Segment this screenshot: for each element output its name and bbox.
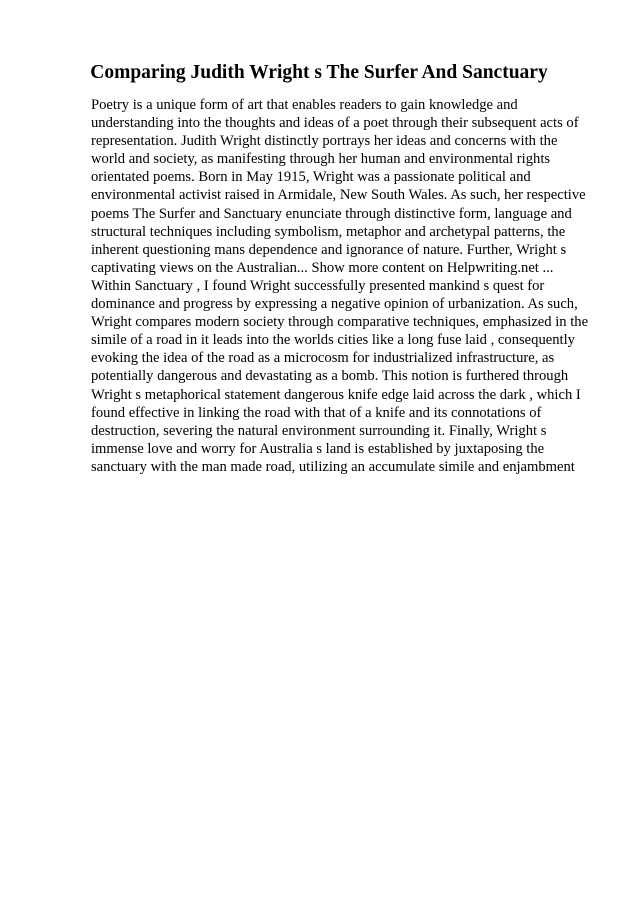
body-line: Poetry is a unique form of art that enables readers to gain knowledge and xyxy=(91,97,518,113)
body-line: captivating views on the Australian... Show more content on Helpwriting.net ... xyxy=(91,259,554,276)
body-line: potentially dangerous and devastating as a bomb. This notion is furthered through xyxy=(91,368,569,385)
body-line: understanding into the thoughts and ideas of a poet through their subsequent acts of xyxy=(91,115,579,132)
body-line: simile of a road in it leads into the worlds cities like a long fuse laid , consequently xyxy=(91,332,575,349)
document-body xyxy=(91,96,611,476)
body-line: Within Sanctuary , I found Wright successfully presented mankind s quest for xyxy=(91,277,545,294)
body-line: world and society, as manifesting through her human and environmental rights xyxy=(91,151,551,168)
body-line: Wright s metaphorical statement dangerous knife edge laid across the dark , which I xyxy=(91,386,581,403)
body-line: structural techniques including symbolism, metaphor and archetypal patterns, the xyxy=(91,223,566,240)
body-line: Wright compares modern society through comparative techniques, emphasized in the xyxy=(91,314,589,331)
body-line: representation. Judith Wright distinctly portrays her ideas and concerns with the xyxy=(91,133,558,150)
body-line: sanctuary with the man made road, utilizing an accumulate simile and enjambment xyxy=(91,458,575,475)
body-line: found effective in linking the road with that of a knife and its connotations of xyxy=(91,404,542,421)
body-line: orientated poems. Born in May 1915, Wright was a passionate political and xyxy=(91,169,531,186)
body-line: inherent questioning mans dependence and ignorance of nature. Further, Wright s xyxy=(91,241,567,258)
body-line: evoking the idea of the road as a microcosm for industrialized infrastructure, as xyxy=(91,350,555,367)
body-line: immense love and worry for Australia s land is established by juxtaposing the xyxy=(91,440,545,457)
document-title: Comparing Judith Wright s The Surfer And Sanctuary xyxy=(90,62,548,83)
body-line: poems The Surfer and Sanctuary enunciate through distinctive form, language and xyxy=(91,205,572,222)
body-line: environmental activist raised in Armidale, New South Wales. As such, her respective xyxy=(91,187,586,204)
body-line: destruction, severing the natural environment surrounding it. Finally, Wright s xyxy=(91,422,547,439)
body-line: dominance and progress by expressing a negative opinion of urbanization. As such, xyxy=(91,296,578,313)
